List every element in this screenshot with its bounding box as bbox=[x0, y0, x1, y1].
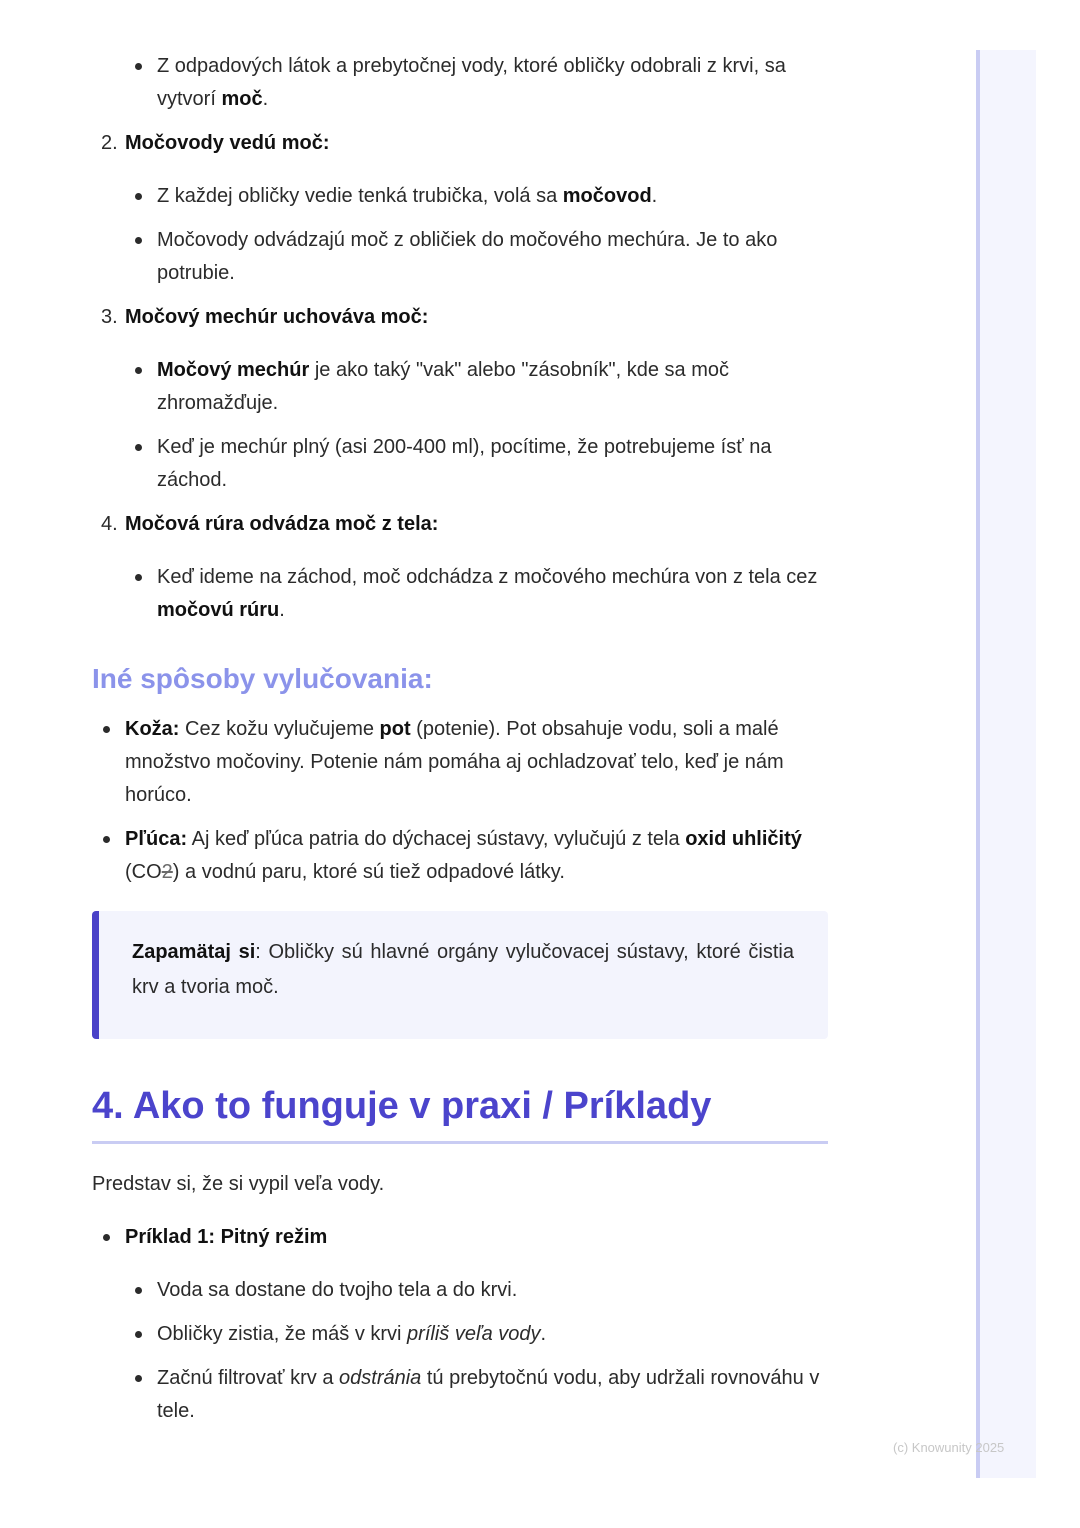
example-1-bullets bbox=[92, 1274, 828, 1428]
example-list bbox=[92, 1221, 828, 1254]
other-ways-list bbox=[92, 713, 828, 889]
numbered-item-2: 2. Močovody vedú moč: bbox=[101, 132, 330, 154]
copyright-text: (c) Knowunity 2025 bbox=[893, 1440, 1005, 1455]
other-ways-heading: Iné spôsoby vylučovania: bbox=[92, 663, 433, 694]
item-3-bullets bbox=[92, 354, 828, 497]
item-2-bullets bbox=[92, 180, 828, 290]
document-content bbox=[92, 50, 828, 1439]
section-4-heading: 4. Ako to funguje v praxi / Príklady bbox=[92, 1083, 828, 1144]
list-item: Obličky zistia, že máš v krvi príliš veľa vody. bbox=[157, 1318, 828, 1351]
list-item: Močový mechúr je ako taký "vak" alebo "zásobník", kde sa moč zhromažďuje. bbox=[157, 354, 828, 420]
list-item: Keď ideme na záchod, moč odchádza z močového mechúra von z tela cez močovú rúru. bbox=[157, 561, 828, 627]
section-4-intro: Predstav si, že si vypil veľa vody. bbox=[92, 1173, 385, 1195]
remember-note: Zapamätaj si: Obličky sú hlavné orgány vylučovacej sústavy, ktoré čistia krv a tvoria moč. bbox=[92, 911, 828, 1039]
item-1-bullets bbox=[92, 50, 828, 116]
list-item: Začnú filtrovať krv a odstránia tú prebytočnú vodu, aby udržali rovnováhu v tele. bbox=[157, 1362, 828, 1428]
list-item: Z odpadových látok a prebytočnej vody, ktoré obličky odobrali z krvi, sa vytvorí moč. bbox=[157, 50, 828, 116]
list-item: Voda sa dostane do tvojho tela a do krvi. bbox=[157, 1274, 828, 1307]
numbered-item-3: 3. Močový mechúr uchováva moč: bbox=[101, 306, 429, 328]
list-item-skin: Koža: Cez kožu vylučujeme pot (potenie). Pot obsahuje vodu, soli a malé množstvo močoviny. Potenie nám pomáha aj ochladzovať telo, keď je nám horúco. bbox=[125, 713, 828, 812]
list-item: Keď je mechúr plný (asi 200-400 ml), pocítime, že potrebujeme ísť na záchod. bbox=[157, 431, 828, 497]
list-item: Z každej obličky vedie tenká trubička, volá sa močovod. bbox=[157, 180, 828, 213]
list-item: Močovody odvádzajú moč z obličiek do močového mechúra. Je to ako potrubie. bbox=[157, 224, 828, 290]
list-item-example-1: Príklad 1: Pitný režim bbox=[125, 1221, 828, 1254]
item-4-bullets bbox=[92, 561, 828, 627]
side-panel bbox=[976, 50, 1036, 1478]
numbered-item-4: 4. Močová rúra odvádza moč z tela: bbox=[101, 513, 439, 535]
list-item-lungs: Pľúca: Aj keď pľúca patria do dýchacej sústavy, vylučujú z tela oxid uhličitý (CO2) a vodnú paru, ktoré sú tiež odpadové látky. bbox=[125, 823, 828, 889]
